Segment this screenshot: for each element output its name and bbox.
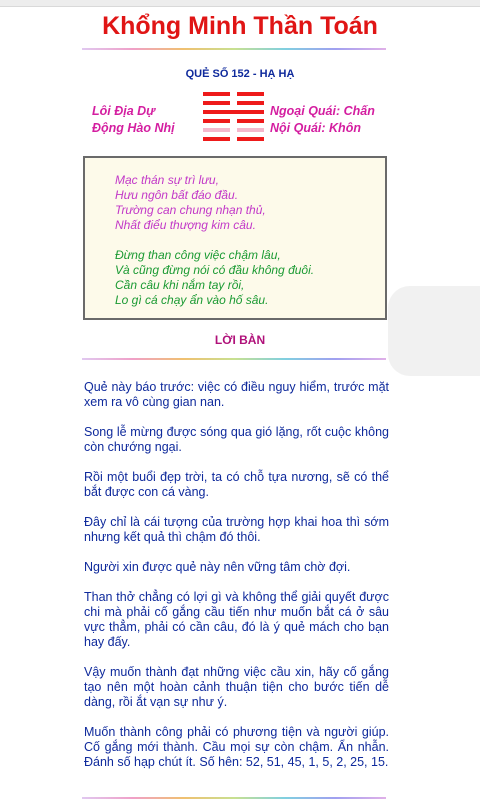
section-title: LỜI BÀN — [214, 333, 266, 347]
hexagram-broken-segment — [237, 119, 264, 123]
hexagram-broken-segment — [203, 101, 230, 105]
browser-top-bar — [0, 0, 480, 7]
commentary-paragraph: Quẻ này báo trước: việc có điều nguy hiểm, trước mặt xem ra vô cùng gian nan. — [84, 380, 389, 409]
inner-trigram-label: Nội Quái: Khôn — [270, 121, 361, 135]
hexagram-broken-segment — [203, 92, 230, 96]
commentary-paragraph: Than thở chẳng có lợi gì và không thể giải quyết được chi mà phải cố gắng cầu tiến như muốn bắt cá ở sâu vực thẳm, phải có cần câu, đó là ý quẻ mách cho bạn hay đấy. — [84, 590, 389, 649]
outer-trigram-label: Ngoại Quái: Chấn — [270, 104, 375, 118]
hexagram-line — [203, 92, 264, 96]
floating-assistive-button[interactable] — [388, 286, 480, 376]
poem-translation — [115, 248, 375, 308]
app-title: Khổng Minh Thần Toán — [102, 12, 378, 40]
poem-line: Đừng than công việc chậm lâu, — [115, 248, 281, 262]
hexagram-solid-segment — [203, 110, 264, 114]
poem-line: Trường can chung nhạn thủ, — [115, 203, 266, 217]
hexagram-line — [203, 128, 264, 132]
hexagram-name: Lôi Địa Dự — [92, 104, 156, 118]
poem-line: Nhất điểu thượng kim câu. — [115, 218, 256, 232]
poem-line: Lo gì cá chạy ẩn vào hố sâu. — [115, 293, 269, 307]
poem-line: Và cũng đừng nói có đầu không đuôi. — [115, 263, 315, 277]
hexagram-broken-segment — [203, 128, 230, 132]
hexagram-line — [203, 110, 264, 114]
hexagram-broken-segment — [237, 101, 264, 105]
moving-line-label: Động Hào Nhị — [92, 121, 175, 135]
hexagram-broken-segment — [203, 119, 230, 123]
poem-line: Hưu ngôn bất đáo đầu. — [115, 188, 239, 202]
commentary-paragraph: Người xin được quẻ này nên vững tâm chờ đợi. — [84, 560, 351, 574]
commentary-paragraph: Muốn thành công phải có phương tiện và người giúp. Cố gắng mới thành. Cầu mọi sự còn chậm. Ẩn nhẫn. Đánh số hạp chút ít. Số hên: 52, 51, 45, 1, 5, 2, 25, 15. — [84, 725, 389, 769]
poem-line: Cần câu khi nắm tay rồi, — [115, 278, 245, 292]
rainbow-divider — [82, 358, 386, 360]
commentary-paragraph: Vậy muốn thành đạt những việc cầu xin, hãy cố gắng tạo nên một hoàn cảnh thuận tiện cho bước tiến dễ dàng, rồi ắt vạn sự như ý. — [84, 665, 389, 709]
hexagram-line — [203, 137, 264, 141]
commentary-paragraph: Song lễ mừng được sóng qua gió lặng, rốt cuộc không còn chướng ngại. — [84, 425, 389, 454]
commentary-paragraph: Đây chỉ là cái tượng của trường hợp khai hoa thì sớm nhưng kết quả thì chậm đó thôi. — [84, 515, 389, 544]
commentary-paragraph: Rồi một buổi đẹp trời, ta có chỗ tựa nương, sẽ có thể bắt được con cá vàng. — [84, 470, 389, 499]
poem-line: Mạc thán sự trì lưu, — [115, 173, 219, 187]
hexagram-broken-segment — [237, 128, 264, 132]
rainbow-divider — [82, 48, 386, 50]
hexagram-symbol — [203, 92, 264, 146]
hexagram-broken-segment — [237, 92, 264, 96]
hexagram-line — [203, 119, 264, 123]
commentary — [84, 380, 389, 785]
poem-vietnamese — [115, 173, 375, 233]
hexagram-number: QUẺ SỐ 152 - HẠ HẠ — [185, 68, 295, 80]
rainbow-divider — [82, 797, 386, 799]
hexagram-broken-segment — [237, 137, 264, 141]
poem-box — [83, 156, 387, 320]
hexagram-broken-segment — [203, 137, 230, 141]
hexagram-line — [203, 101, 264, 105]
